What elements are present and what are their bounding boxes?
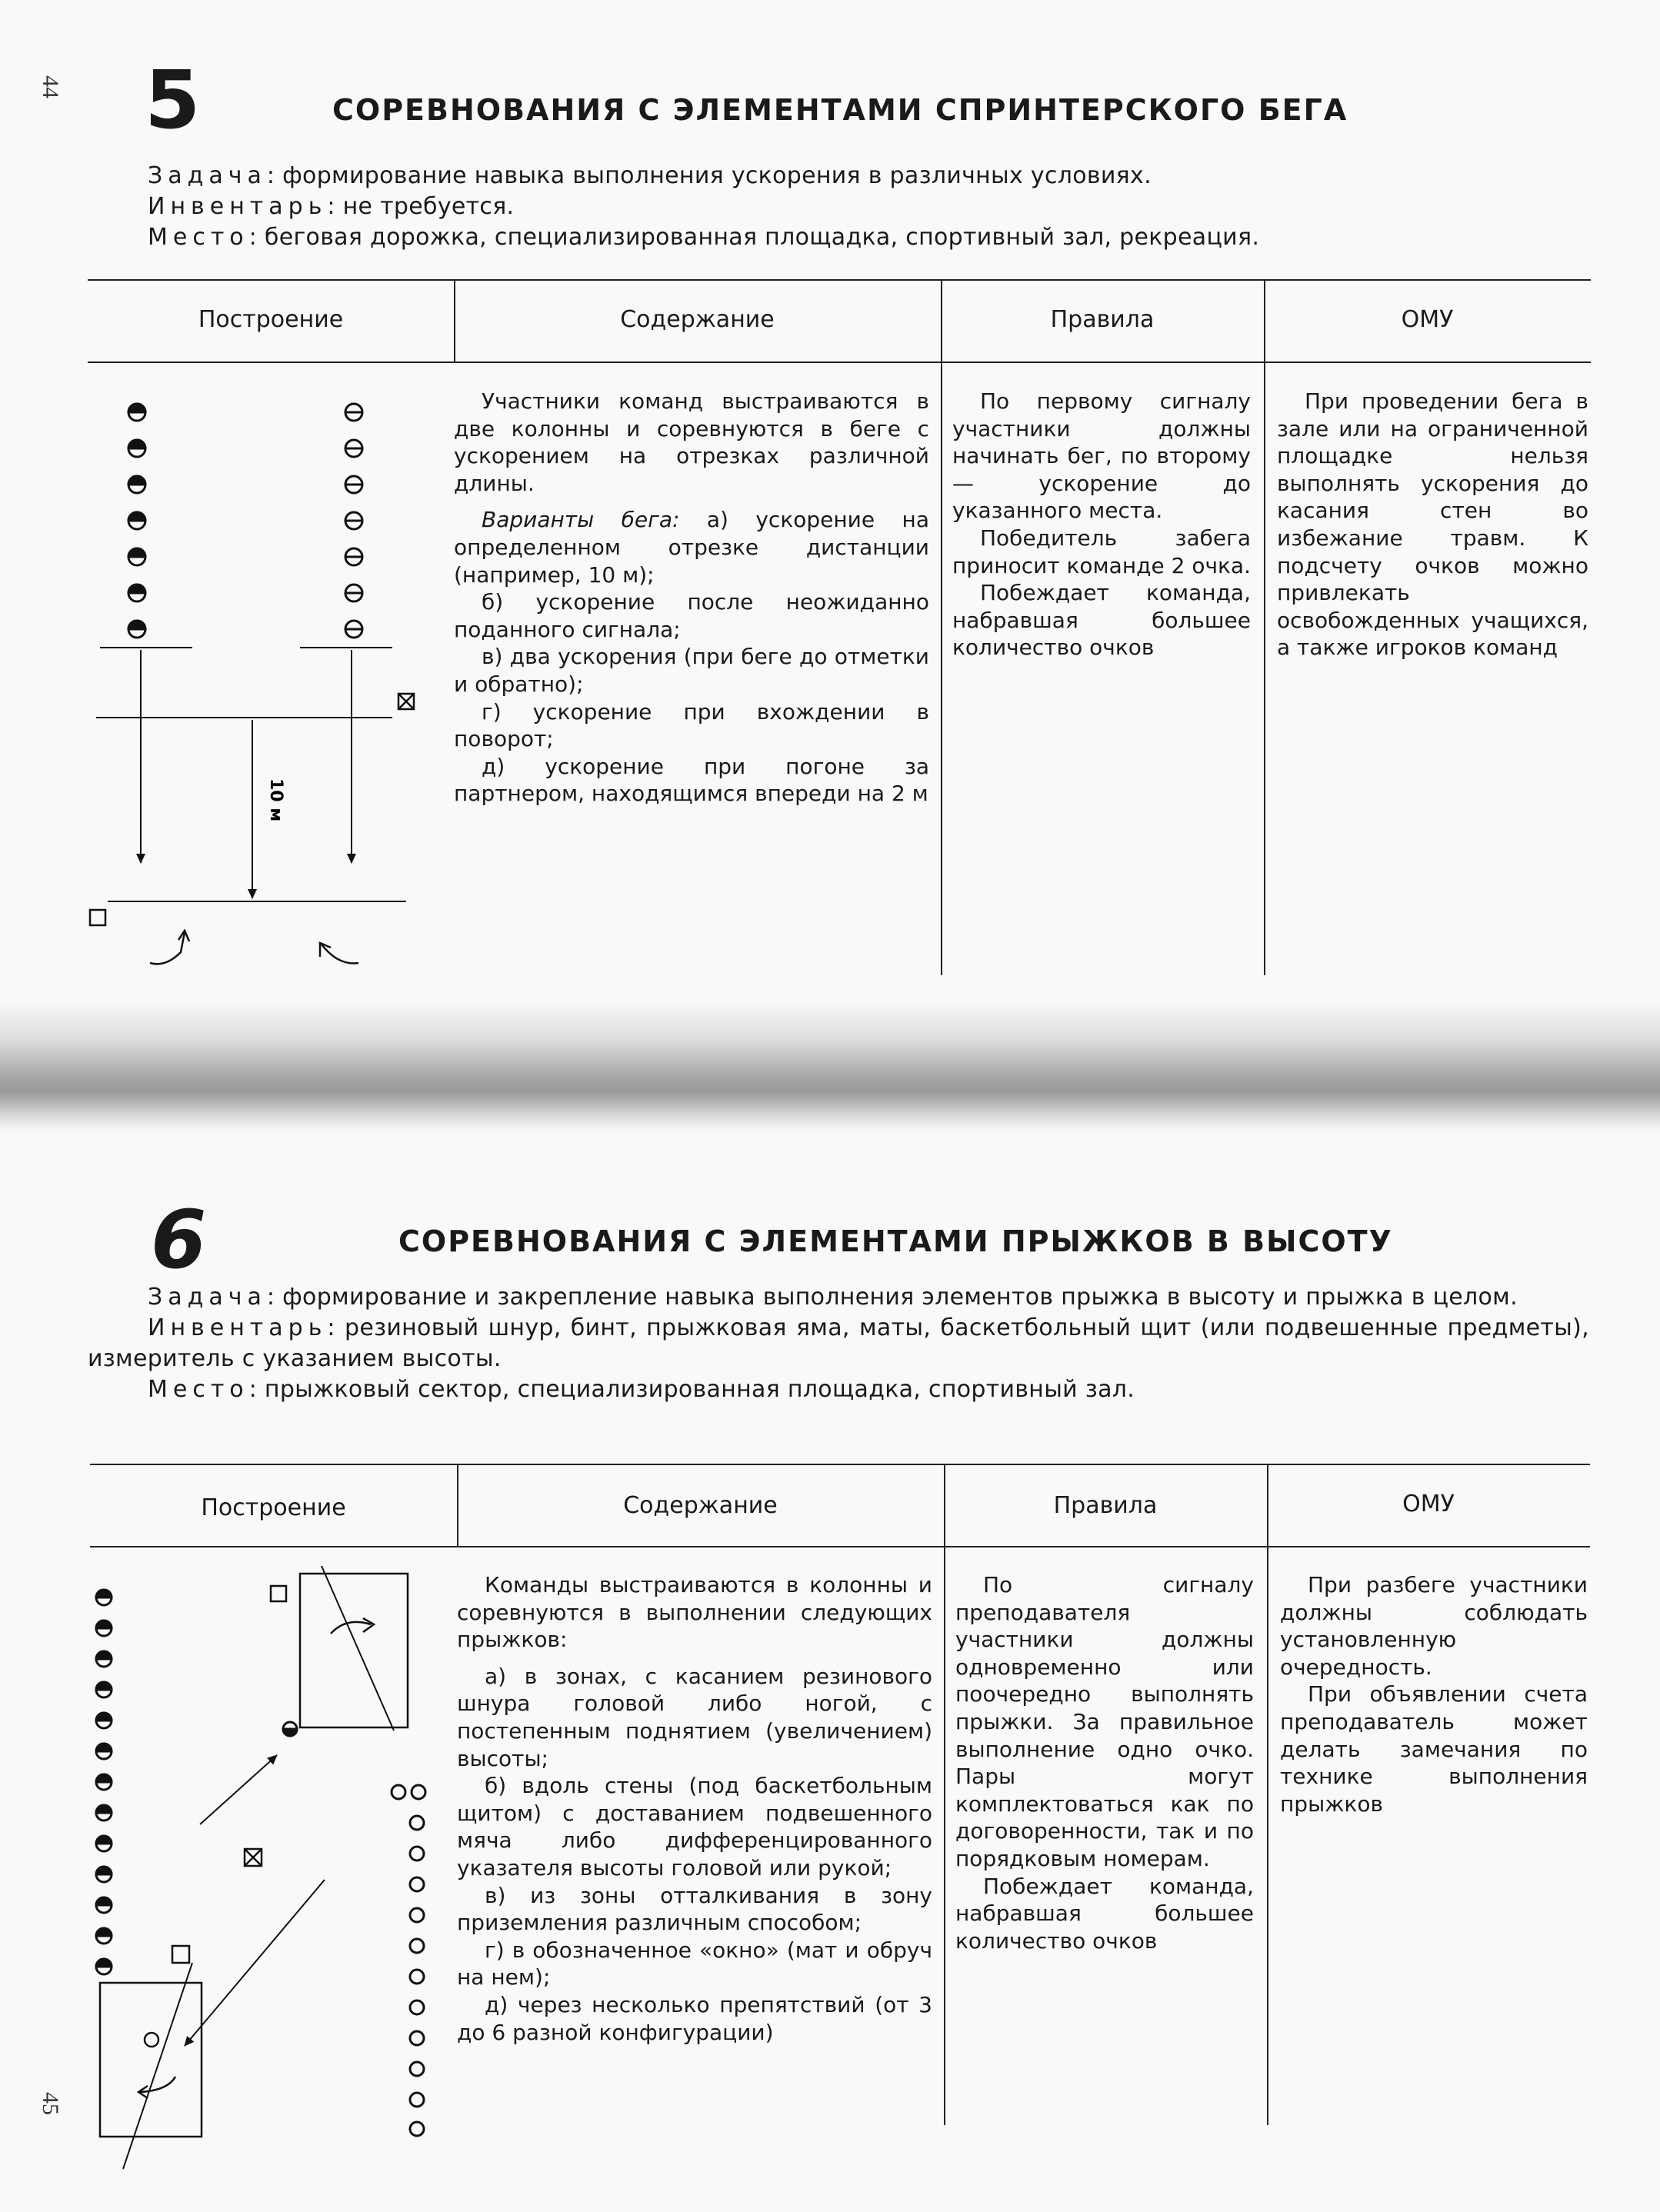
marker-icon	[172, 1946, 189, 1963]
section5-col-divider-3	[1264, 279, 1265, 975]
section5-header-construction: Построение	[198, 306, 344, 333]
turn-arrow-icon	[322, 944, 358, 964]
section5-content-b: б) ускорение после неожиданно поданного сигнала;	[454, 589, 929, 642]
section5-inventory-text: : не требуется.	[327, 193, 515, 220]
player-icon	[96, 1867, 112, 1882]
player-icon	[128, 440, 145, 457]
player-icon	[345, 621, 362, 638]
section6-number: 6	[151, 1193, 207, 1287]
section5-place-label: Место	[148, 224, 249, 251]
section6-content-cell	[457, 1571, 932, 2046]
section6-place-text: : прыжковый сектор, специализированная площадка, спортивный зал.	[248, 1376, 1135, 1403]
player-icon	[96, 1959, 112, 1974]
section6-header-omu: ОМУ	[1402, 1491, 1455, 1517]
section6-inventory-label: Инвентарь	[148, 1314, 328, 1341]
landing-mat-upper	[300, 1574, 408, 1727]
section6-content-e: д) через несколько препятствий (от 3 до 6 разной конфигурации)	[457, 1991, 932, 2045]
section5-intro	[88, 161, 1595, 253]
section5-col-divider-2	[941, 279, 942, 975]
player-icon	[96, 1744, 112, 1759]
section6-omu-1: При разбеге участники должны соблюдать установленную очередность.	[1280, 1572, 1588, 1680]
player-icon	[96, 1651, 112, 1667]
section6-intro	[88, 1282, 1589, 1405]
section6-header-construction: Построение	[201, 1494, 346, 1521]
marker-icon	[271, 1586, 286, 1601]
section5-sprint-diagram	[77, 385, 462, 984]
section5-content-d: г) ускорение при вхождении в поворот;	[454, 698, 929, 752]
section5-content-a: а) ускорение на определенном отрезке дистанции (например, 10 м);	[454, 507, 929, 588]
section5-header-omu: ОМУ	[1401, 306, 1454, 333]
section6-task-label: Задача	[148, 1284, 267, 1311]
player-icon	[96, 1805, 112, 1821]
section5-rules-cell	[952, 388, 1251, 661]
marker-icon	[90, 910, 105, 925]
player-icon	[96, 1713, 112, 1728]
section6-task-text: : формирование и закрепление навыка выполнения элементов прыжка в высоту и прыжка в целом.	[266, 1284, 1518, 1311]
section6-col-divider-2	[944, 1464, 945, 2125]
run-up-arrow	[200, 1755, 277, 1824]
section6-rules-2: Побеждает команда, набравшая большее количество очков	[955, 1873, 1254, 1954]
section6-table-header-border	[90, 1546, 1590, 1547]
page-number-bottom: 45	[38, 2092, 63, 2115]
player-icon	[96, 1928, 112, 1944]
section6-content-b: б) вдоль стены (под баскетбольным щитом) с доставанием подвешенного мяча либо дифференцированного указателя высоты головой или рукой;	[457, 1773, 932, 1881]
judge-icon	[245, 1849, 262, 1866]
player-icon	[345, 404, 362, 421]
section6-jump-diagram	[77, 1554, 477, 2169]
run-up-arrow	[185, 1880, 325, 2046]
judge-icon	[398, 694, 414, 709]
team2-players	[392, 1785, 425, 2136]
player-icon	[96, 1621, 112, 1636]
team1-players	[128, 404, 145, 638]
section6-header-rules: Правила	[1053, 1492, 1158, 1519]
rubber-cord	[123, 1963, 192, 2169]
section5-content-c: в) два ускорения (при беге до отметки и обратно);	[454, 644, 929, 697]
player-icon	[128, 548, 145, 565]
section6-omu-cell	[1280, 1571, 1588, 1817]
section5-content-intro: Участники команд выстраиваются в две колонны и соревнуются в беге с ускорением на отрезках различной длины.	[454, 388, 929, 496]
section6-content-c: в) из зоны отталкивания в зону приземления различным способом;	[457, 1882, 932, 1936]
player-icon	[128, 476, 145, 493]
player-icon	[96, 1774, 112, 1790]
section6-content-intro: Команды выстраиваются в колонны и соревнуются в выполнении следующих прыжков:	[457, 1572, 932, 1653]
section5-content-e: д) ускорение при погоне за партнером, находящимся впереди на 2 м	[454, 753, 929, 807]
section6-place-label: Место	[148, 1376, 249, 1403]
player-icon	[128, 621, 145, 638]
section5-rules-2: Победитель забега приносит команде 2 очка.	[952, 525, 1251, 578]
section5-number: 5	[145, 53, 201, 147]
section5-omu-cell	[1277, 388, 1588, 661]
player-icon	[96, 1682, 112, 1697]
player-icon	[345, 585, 362, 601]
section5-task-text: : формирование навыка выполнения ускорения в различных условиях.	[266, 162, 1152, 189]
section6-table-top-border	[90, 1464, 1590, 1465]
section5-inventory-label: Инвентарь	[148, 193, 328, 220]
jumper-icon	[145, 2033, 158, 2047]
section5-rules-1: По первому сигналу участники должны начинать бег, по второму — ускорение до указанного места.	[952, 388, 1251, 524]
distance-label: 10 м	[266, 778, 285, 822]
section5-task-label: Задача	[148, 162, 267, 189]
player-icon	[345, 476, 362, 493]
player-icon	[128, 404, 145, 421]
section6-omu-2: При объявлении счета преподаватель может делать замечания по технике выполнения прыжков	[1280, 1681, 1588, 1817]
section6-inventory-text: : резиновый шнур, бинт, прыжковая яма, маты, баскетбольный щит (или подвешенные предметы), измеритель с указанием высоты.	[88, 1314, 1589, 1372]
player-icon	[96, 1836, 112, 1851]
page-fold-shadow	[0, 1000, 1660, 1131]
player-icon	[345, 512, 362, 529]
section5-title: СОРЕВНОВАНИЯ С ЭЛЕМЕНТАМИ СПРИНТЕРСКОГО БЕГА	[332, 93, 1348, 127]
player-icon	[128, 585, 145, 601]
team1-players	[96, 1590, 112, 1974]
player-icon	[345, 548, 362, 565]
rubber-cord	[322, 1566, 394, 1731]
section6-content-d: г) в обозначенное «окно» (мат и обруч на нем);	[457, 1937, 932, 1990]
section6-col-divider-3	[1267, 1464, 1268, 2125]
section6-title: СОРЕВНОВАНИЯ С ЭЛЕМЕНТАМИ ПРЫЖКОВ В ВЫСОТУ	[398, 1224, 1393, 1258]
section6-content-a: а) в зонах, с касанием резинового шнура головой либо ногой, с постепенным поднятием (увеличением) высоты;	[457, 1663, 932, 1771]
player-icon	[96, 1590, 112, 1605]
landing-mat-lower	[100, 1983, 202, 2137]
section5-header-content: Содержание	[620, 306, 775, 333]
section5-header-rules: Правила	[1050, 306, 1155, 333]
team2-players	[345, 404, 362, 638]
section6-rules-1: По сигналу преподавателя участники должны одновременно или поочередно выполнять прыжки. За правильное выполнение одно очко. Пары могут комплектоваться как по договоренности, так и по порядковым номерам.	[955, 1572, 1254, 1871]
section6-rules-cell	[955, 1571, 1254, 1954]
player-icon	[345, 440, 362, 457]
page-number-top: 44	[38, 75, 63, 98]
section5-table-top-border	[88, 279, 1591, 281]
turn-arrow-icon	[140, 2077, 175, 2092]
section5-variants-label: Варианты бега:	[482, 507, 680, 533]
section5-omu-1: При проведении бега в зале или на ограниченной площадке нельзя выполнять ускорения до касания стен во избежание травм. К подсчету очков можно привлекать освобожденных учащихся, а также игроков команд	[1277, 388, 1588, 661]
section5-content-cell	[454, 388, 929, 808]
jumper-icon	[283, 1722, 297, 1736]
section5-table-header-border	[88, 361, 1591, 363]
player-icon	[96, 1897, 112, 1913]
section5-rules-3: Побеждает команда, набравшая большее количество очков	[952, 580, 1251, 661]
section5-place-text: : беговая дорожка, специализированная площадка, спортивный зал, рекреация.	[248, 224, 1260, 251]
player-icon	[128, 512, 145, 529]
section6-header-content: Содержание	[623, 1492, 778, 1519]
